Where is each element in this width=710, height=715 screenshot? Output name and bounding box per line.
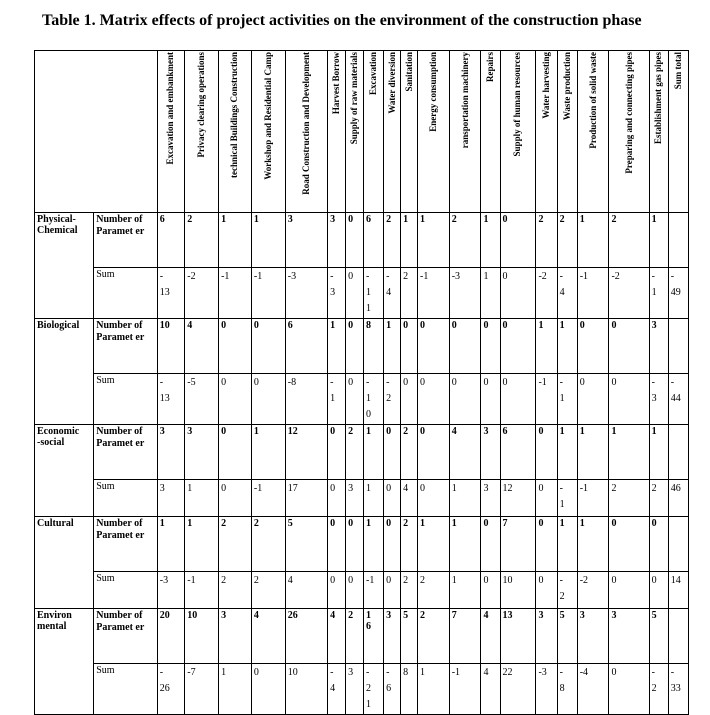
number-cell: 0 [328,425,346,480]
number-cell: 10 [185,609,219,664]
sum-cell: 3 [481,480,500,517]
number-cell: 3 [481,425,500,480]
sum-cell: 1 [219,664,252,715]
column-header-label: Energy consumption [427,52,438,132]
number-cell: 1 [417,213,449,268]
sum-cell: 0 [346,572,364,609]
number-cell: 26 [285,609,327,664]
number-cell: 0 [536,517,557,572]
table-row [35,609,689,664]
sum-cell: 1 [417,664,449,715]
number-cell: 1 [557,319,577,374]
number-cell: 2 [401,425,418,480]
sum-cell: 1 [364,480,384,517]
sum-cell: -4 [577,664,609,715]
number-cell: 4 [481,609,500,664]
column-header [481,51,500,213]
sum-cell: 2 [251,572,285,609]
number-of-parameter-label: Number of Paramet er [94,213,157,268]
number-cell: 1 [328,319,346,374]
table-row [35,374,689,425]
column-header [401,51,418,213]
sum-cell: 0 [536,572,557,609]
sum-cell: 2 [609,480,649,517]
number-cell: 3 [285,213,327,268]
number-cell: 2 [251,517,285,572]
sum-cell: - 8 [557,664,577,715]
number-cell: 20 [157,609,185,664]
sum-cell: - 26 [157,664,185,715]
sum-cell: - 1 [557,480,577,517]
number-cell: 5 [649,609,668,664]
column-header-label: Sum total [672,52,683,90]
sum-cell: 0 [500,268,536,319]
number-cell: 3 [219,609,252,664]
number-cell: 1 [577,517,609,572]
number-cell: 5 [285,517,327,572]
number-cell: 2 [401,517,418,572]
table-row [35,664,689,715]
number-cell [668,425,688,480]
number-cell: 0 [401,319,418,374]
sum-cell: 2 [219,572,252,609]
table-row [35,517,689,572]
sum-cell: -1 [185,572,219,609]
sum-cell: 0 [536,480,557,517]
number-cell: 0 [500,213,536,268]
number-cell: 1 [251,213,285,268]
sum-label: Sum [94,480,157,517]
number-cell: 1 [536,319,557,374]
number-cell: 0 [219,319,252,374]
number-cell: 3 [536,609,557,664]
column-header-label: Establishment gas pipes [653,52,664,145]
number-cell: 2 [557,213,577,268]
number-cell: 12 [285,425,327,480]
sum-cell: -3 [157,572,185,609]
column-header [219,51,252,213]
sum-cell: 17 [285,480,327,517]
number-of-parameter-label: Number of Paramet er [94,517,157,572]
number-cell: 13 [500,609,536,664]
sum-cell: 22 [500,664,536,715]
number-cell: 0 [384,425,401,480]
table-row [35,319,689,374]
number-cell: 2 [346,609,364,664]
number-cell: 0 [609,319,649,374]
number-cell: 3 [609,609,649,664]
number-cell: 0 [536,425,557,480]
column-header-label: Preparing and connecting pipes [623,52,634,174]
number-cell: 5 [557,609,577,664]
column-header [609,51,649,213]
number-cell: 2 [449,213,481,268]
number-cell: 1 [417,517,449,572]
number-cell: 0 [346,213,364,268]
sum-label: Sum [94,572,157,609]
number-cell: 3 [185,425,219,480]
number-cell: 1 [251,425,285,480]
sum-cell: 8 [401,664,418,715]
column-header [577,51,609,213]
number-cell: 6 [364,213,384,268]
number-cell: 1 [401,213,418,268]
sum-cell: 0 [401,374,418,425]
column-header [364,51,384,213]
sum-cell: - 1 0 [364,374,384,425]
table-row [35,213,689,268]
sum-cell: - 1 1 [364,268,384,319]
sum-cell: 1 [185,480,219,517]
table-row [35,268,689,319]
table-row [35,480,689,517]
number-of-parameter-label: Number of Paramet er [94,425,157,480]
table-row [35,425,689,480]
sum-cell: 1 [481,268,500,319]
sum-cell: - 1 [328,374,346,425]
column-header [185,51,219,213]
number-cell: 6 [500,425,536,480]
sum-cell: -3 [285,268,327,319]
column-header-label: Water harvesting [541,52,552,119]
number-cell: 2 [185,213,219,268]
sum-cell: - 6 [384,664,401,715]
number-cell: 4 [449,425,481,480]
number-cell: 1 [649,425,668,480]
sum-cell: -1 [219,268,252,319]
number-cell: 2 [609,213,649,268]
number-cell: 1 [185,517,219,572]
sum-cell: -2 [185,268,219,319]
sum-cell: - 13 [157,268,185,319]
sum-cell: - 2 [384,374,401,425]
number-cell: 10 [157,319,185,374]
sum-cell: 46 [668,480,688,517]
sum-cell: 10 [500,572,536,609]
table-header-row [35,51,689,213]
sum-cell: 10 [285,664,327,715]
number-of-parameter-label: Number of Paramet er [94,319,157,374]
number-cell: 1 [577,425,609,480]
sum-cell: -1 [577,480,609,517]
number-cell: 2 [384,213,401,268]
sum-cell: 0 [577,374,609,425]
number-cell: 0 [219,425,252,480]
category-cell: Economic -social [35,425,94,517]
sum-cell: - 13 [157,374,185,425]
column-header-label: Production of solid waste [587,52,598,149]
number-cell: 1 [577,213,609,268]
sum-cell: 4 [481,664,500,715]
sum-cell: 2 [401,268,418,319]
number-cell: 0 [649,517,668,572]
sum-cell: -2 [536,268,557,319]
sum-cell: - 33 [668,664,688,715]
number-cell: 4 [251,609,285,664]
number-cell: 3 [577,609,609,664]
sum-cell: 12 [500,480,536,517]
sum-cell: 14 [668,572,688,609]
number-cell: 3 [384,609,401,664]
number-cell [668,213,688,268]
sum-cell: - 2 [649,664,668,715]
number-cell: 5 [401,609,418,664]
column-header-label: Sanitation [403,52,414,92]
number-cell: 0 [251,319,285,374]
column-header [649,51,668,213]
number-cell: 1 [481,213,500,268]
sum-cell: -1 [417,268,449,319]
sum-cell: -1 [449,664,481,715]
category-cell: Cultural [35,517,94,609]
column-header-label: Privacy clearing operations [196,52,207,158]
sum-cell: 0 [609,572,649,609]
sum-cell: 0 [346,268,364,319]
number-cell: 2 [346,425,364,480]
table-row [35,572,689,609]
sum-cell: 0 [384,480,401,517]
column-header-label: Supply of raw materials [349,52,360,145]
column-header-label: Water diversion [386,52,397,114]
number-cell: 4 [328,609,346,664]
column-header [328,51,346,213]
sum-cell: 2 [649,480,668,517]
number-cell: 0 [481,319,500,374]
number-cell: 2 [417,609,449,664]
column-header [557,51,577,213]
number-cell: 0 [481,517,500,572]
sum-cell: 0 [417,480,449,517]
sum-cell: -3 [449,268,481,319]
number-cell: 1 [557,517,577,572]
column-header-label: Repairs [484,52,495,82]
column-header [449,51,481,213]
column-header [285,51,327,213]
sum-cell: 0 [328,480,346,517]
sum-cell: -1 [364,572,384,609]
number-cell: 1 [649,213,668,268]
column-header-label: ransportation machinery [459,52,470,149]
column-header-label: Harvest Borrow [331,52,342,115]
number-cell: 0 [346,517,364,572]
sum-cell: -1 [251,480,285,517]
sum-cell: -7 [185,664,219,715]
sum-cell: - 4 [557,268,577,319]
column-header-label: Supply of human resources [512,52,523,157]
sum-label: Sum [94,268,157,319]
sum-cell: -1 [577,268,609,319]
column-header [536,51,557,213]
category-cell: Physical- Chemical [35,213,94,319]
sum-cell: -5 [185,374,219,425]
sum-cell: - 1 [557,374,577,425]
column-header [500,51,536,213]
category-cell: Biological [35,319,94,425]
number-of-parameter-label: Number of Paramet er [94,609,157,664]
impact-matrix-table [34,50,689,715]
number-cell: 1 [557,425,577,480]
number-cell: 2 [536,213,557,268]
number-cell: 3 [157,425,185,480]
number-cell: 7 [500,517,536,572]
sum-cell: - 3 [649,374,668,425]
number-cell: 1 6 [364,609,384,664]
sum-cell: - 3 [328,268,346,319]
column-header-label: Waste production [561,52,572,121]
number-cell: 2 [219,517,252,572]
column-header [668,51,688,213]
sum-cell: 1 [449,572,481,609]
column-header [346,51,364,213]
sum-cell: 3 [346,664,364,715]
number-cell: 0 [346,319,364,374]
sum-cell: 0 [251,374,285,425]
sum-cell: - 1 [649,268,668,319]
column-header [384,51,401,213]
number-cell: 0 [500,319,536,374]
number-cell: 8 [364,319,384,374]
sum-cell: -8 [285,374,327,425]
column-header [417,51,449,213]
number-cell: 3 [328,213,346,268]
sum-cell: - 2 1 [364,664,384,715]
sum-cell: - 4 [328,664,346,715]
number-cell: 0 [328,517,346,572]
number-cell: 1 [449,517,481,572]
sum-cell: - 4 [384,268,401,319]
sum-cell: - 49 [668,268,688,319]
column-header-label: Excavation and embankment [165,52,176,165]
sum-cell: 0 [251,664,285,715]
category-cell: Environ mental [35,609,94,715]
number-cell: 1 [609,425,649,480]
column-header-label: technical Buildings Construction [229,52,240,179]
number-cell: 1 [364,517,384,572]
number-cell: 6 [285,319,327,374]
sum-cell: 0 [609,664,649,715]
sum-cell: 0 [449,374,481,425]
sum-cell: 0 [500,374,536,425]
sum-cell: 0 [219,480,252,517]
number-cell: 1 [157,517,185,572]
sum-cell: 0 [384,572,401,609]
sum-label: Sum [94,664,157,715]
sum-cell: -2 [609,268,649,319]
sum-cell: -3 [536,664,557,715]
column-header [251,51,285,213]
number-cell: 0 [417,319,449,374]
header-corner-cell [35,51,158,213]
sum-cell: - 44 [668,374,688,425]
sum-cell: 0 [481,572,500,609]
sum-cell: 0 [417,374,449,425]
sum-cell: 4 [285,572,327,609]
sum-cell: 0 [649,572,668,609]
table-title: Table 1. Matrix effects of project activities on the environment of the construction phase [42,12,642,29]
number-cell [668,517,688,572]
number-cell: 6 [157,213,185,268]
column-header-label: Workshop and Residential Camp [262,52,273,180]
sum-cell: 0 [328,572,346,609]
number-cell: 0 [577,319,609,374]
number-cell: 1 [384,319,401,374]
number-cell: 0 [609,517,649,572]
sum-cell: 0 [219,374,252,425]
sum-cell: 0 [609,374,649,425]
number-cell: 0 [384,517,401,572]
sum-cell: 2 [401,572,418,609]
column-header-label: Excavation [368,52,379,96]
sum-cell: 1 [449,480,481,517]
column-header [157,51,185,213]
sum-cell: -1 [251,268,285,319]
number-cell: 7 [449,609,481,664]
sum-label: Sum [94,374,157,425]
sum-cell: 0 [481,374,500,425]
number-cell: 3 [649,319,668,374]
number-cell: 0 [449,319,481,374]
column-header-label: Road Construction and Development [300,52,311,195]
sum-cell: - 2 [557,572,577,609]
number-cell [668,609,688,664]
number-cell: 1 [364,425,384,480]
number-cell: 4 [185,319,219,374]
sum-cell: 3 [157,480,185,517]
sum-cell: 2 [417,572,449,609]
number-cell: 0 [417,425,449,480]
sum-cell: 0 [346,374,364,425]
sum-cell: 4 [401,480,418,517]
number-cell: 1 [219,213,252,268]
sum-cell: -1 [536,374,557,425]
number-cell [668,319,688,374]
sum-cell: -2 [577,572,609,609]
sum-cell: 3 [346,480,364,517]
